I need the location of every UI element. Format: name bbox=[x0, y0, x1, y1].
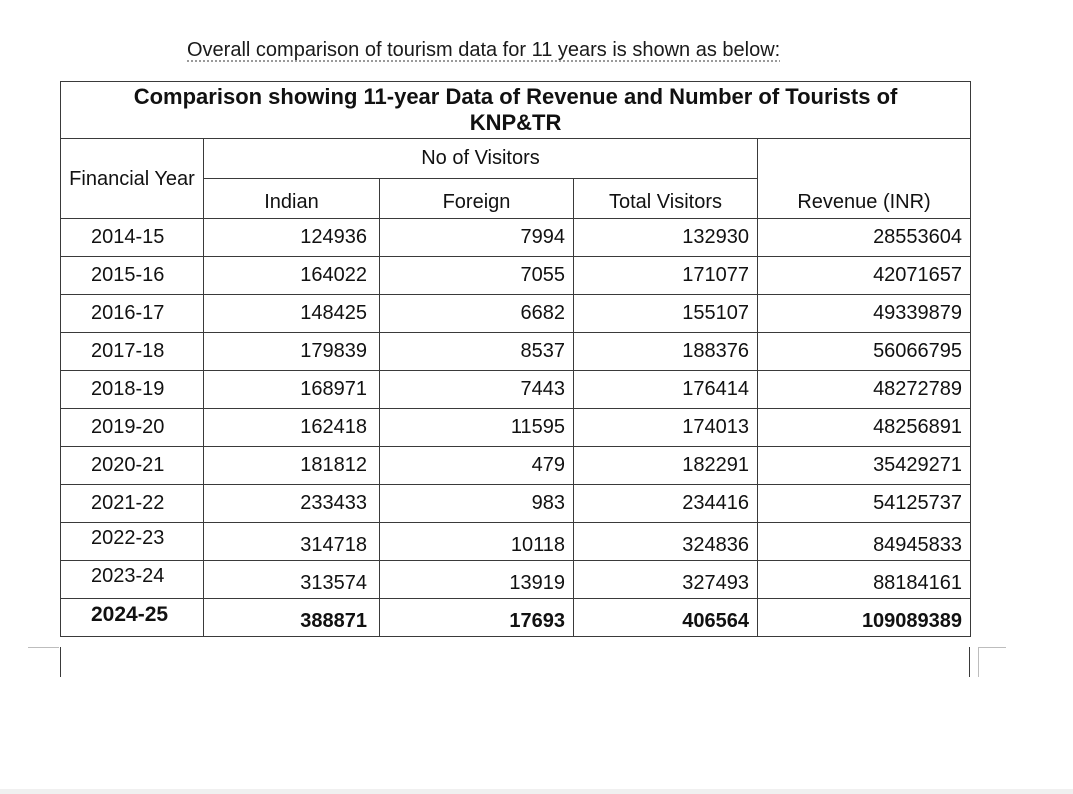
revenue-cell: 49339879 bbox=[758, 295, 971, 333]
revenue-cell: 28553604 bbox=[758, 219, 971, 257]
year-cell: 2016-17 bbox=[61, 295, 204, 333]
tourism-table-frame bbox=[60, 81, 970, 647]
indian-cell: 388871 bbox=[204, 599, 380, 637]
margin-marker-right-vertical bbox=[978, 647, 979, 677]
revenue-header: Revenue (INR) bbox=[758, 139, 971, 219]
indian-cell: 233433 bbox=[204, 485, 380, 523]
indian-cell: 124936 bbox=[204, 219, 380, 257]
total-cell: 324836 bbox=[574, 523, 758, 561]
intro-text: Overall comparison of tourism data for 11 years is shown as below: bbox=[187, 39, 781, 61]
table-row bbox=[61, 219, 971, 257]
foreign-cell: 7443 bbox=[380, 371, 574, 409]
indian-header: Indian bbox=[204, 179, 380, 219]
year-cell: 2021-22 bbox=[61, 485, 204, 523]
indian-cell: 164022 bbox=[204, 257, 380, 295]
year-cell: 2014-15 bbox=[61, 219, 204, 257]
header-row-group bbox=[61, 139, 971, 179]
page-bottom-edge bbox=[0, 789, 1073, 794]
table-title-row bbox=[61, 82, 971, 139]
total-cell: 188376 bbox=[574, 333, 758, 371]
foreign-header: Foreign bbox=[380, 179, 574, 219]
foreign-cell: 10118 bbox=[380, 523, 574, 561]
year-cell: 2018-19 bbox=[61, 371, 204, 409]
foreign-cell: 13919 bbox=[380, 561, 574, 599]
foreign-cell: 7055 bbox=[380, 257, 574, 295]
financial-year-header: Financial Year bbox=[61, 139, 204, 219]
indian-cell: 168971 bbox=[204, 371, 380, 409]
total-cell: 182291 bbox=[574, 447, 758, 485]
table-title: Comparison showing 11-year Data of Revenue and Number of Tourists of KNP&TR bbox=[61, 82, 971, 139]
year-cell: 2020-21 bbox=[61, 447, 204, 485]
revenue-cell: 42071657 bbox=[758, 257, 971, 295]
margin-marker-right bbox=[978, 647, 1006, 648]
revenue-cell: 35429271 bbox=[758, 447, 971, 485]
total-cell: 132930 bbox=[574, 219, 758, 257]
revenue-cell: 54125737 bbox=[758, 485, 971, 523]
empty-continuation-row bbox=[60, 647, 970, 677]
total-cell: 171077 bbox=[574, 257, 758, 295]
revenue-cell: 48272789 bbox=[758, 371, 971, 409]
total-cell: 174013 bbox=[574, 409, 758, 447]
table-row bbox=[61, 333, 971, 371]
tourism-comparison-table bbox=[60, 81, 971, 637]
margin-marker-left bbox=[28, 647, 59, 648]
table-row bbox=[61, 523, 971, 561]
revenue-cell: 48256891 bbox=[758, 409, 971, 447]
foreign-cell: 17693 bbox=[380, 599, 574, 637]
total-cell: 234416 bbox=[574, 485, 758, 523]
indian-cell: 313574 bbox=[204, 561, 380, 599]
total-cell: 327493 bbox=[574, 561, 758, 599]
year-cell: 2022-23 bbox=[61, 523, 204, 561]
revenue-cell: 109089389 bbox=[758, 599, 971, 637]
table-row bbox=[61, 409, 971, 447]
revenue-cell: 56066795 bbox=[758, 333, 971, 371]
indian-cell: 162418 bbox=[204, 409, 380, 447]
year-cell: 2015-16 bbox=[61, 257, 204, 295]
year-cell: 2023-24 bbox=[61, 561, 204, 599]
foreign-cell: 983 bbox=[380, 485, 574, 523]
foreign-cell: 479 bbox=[380, 447, 574, 485]
table-row bbox=[61, 447, 971, 485]
total-cell: 176414 bbox=[574, 371, 758, 409]
table-row-latest bbox=[61, 599, 971, 637]
table-row bbox=[61, 371, 971, 409]
foreign-cell: 8537 bbox=[380, 333, 574, 371]
indian-cell: 148425 bbox=[204, 295, 380, 333]
table-row bbox=[61, 295, 971, 333]
year-cell: 2017-18 bbox=[61, 333, 204, 371]
total-cell: 155107 bbox=[574, 295, 758, 333]
foreign-cell: 7994 bbox=[380, 219, 574, 257]
indian-cell: 314718 bbox=[204, 523, 380, 561]
year-cell: 2024-25 bbox=[61, 599, 204, 637]
revenue-cell: 84945833 bbox=[758, 523, 971, 561]
table-row bbox=[61, 257, 971, 295]
table-row bbox=[61, 561, 971, 599]
table-row bbox=[61, 485, 971, 523]
indian-cell: 181812 bbox=[204, 447, 380, 485]
indian-cell: 179839 bbox=[204, 333, 380, 371]
visitors-group-header: No of Visitors bbox=[204, 139, 758, 179]
foreign-cell: 6682 bbox=[380, 295, 574, 333]
foreign-cell: 11595 bbox=[380, 409, 574, 447]
revenue-cell: 88184161 bbox=[758, 561, 971, 599]
year-cell: 2019-20 bbox=[61, 409, 204, 447]
total-visitors-header: Total Visitors bbox=[574, 179, 758, 219]
total-cell: 406564 bbox=[574, 599, 758, 637]
